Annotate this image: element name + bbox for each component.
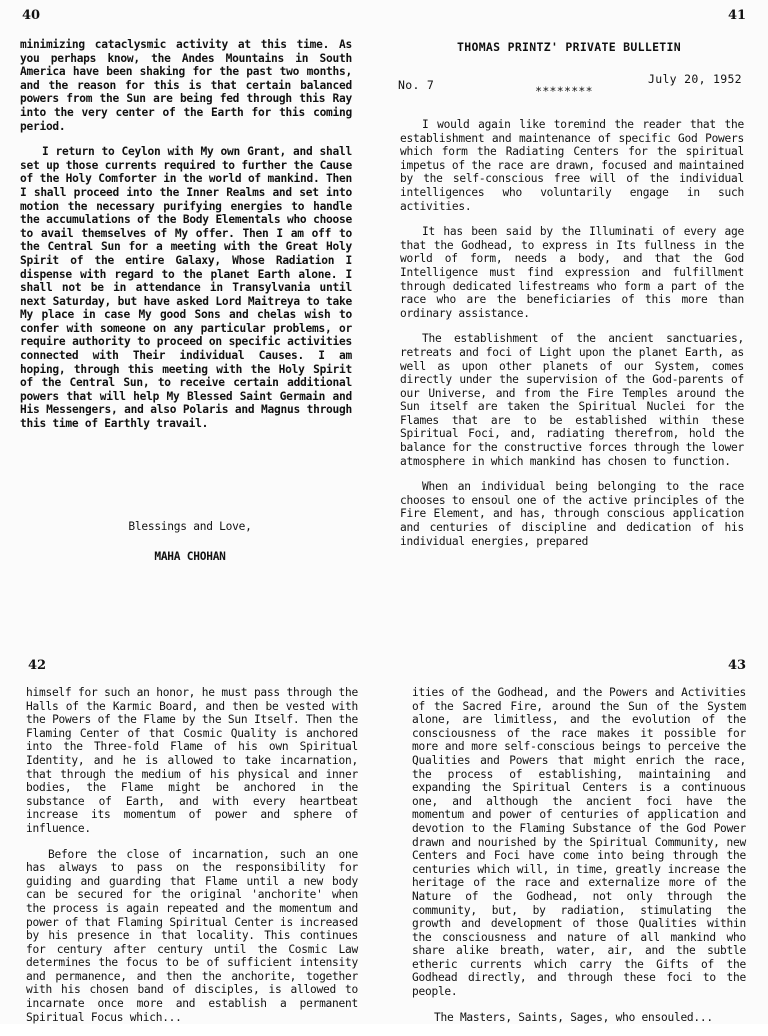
page-43-body — [412, 686, 746, 1036]
paragraph: It has been said by the Illuminati of every age that the Godhead, to express in Its fullness in the world of form, needs a body, and that the God Intelligence must find expression and fulfillment through dedicated lifestreams who form a part of the race who are the beneficiaries of this more than ordinary assistance. — [400, 225, 744, 320]
page-number: 41 — [728, 8, 747, 23]
page-41-body — [400, 118, 744, 560]
page-number: 43 — [728, 658, 747, 673]
paragraph: himself for such an honor, he must pass through the Halls of the Karmic Board, and then be vested with the Powers of the Flame by the Sun Itself. Then the Flaming Center of that Cosmic Quality is anchored into the Three-fold Flame of his own Spiritual Identity, and he is allowed to take incarnation, that through the medium of his physical and inner bodies, the Flame might be anchored in the substance of Earth, and with every heartbeat increase its momentum of power and sphere of influence. — [26, 686, 358, 835]
page-41 — [384, 0, 768, 640]
bulletin-title: THOMAS PRINTZ' PRIVATE BULLETIN — [457, 40, 681, 54]
paragraph: Before the close of incarnation, such an one has always to pass on the responsibility for guiding and guarding that Flame until a new body can be secured for the original 'anchorite' when the process is again repeated and the momentum and power of that Flaming Spiritual Center is increased by his presence in that locality. This continues for century after century until the Cosmic Law determines the focus to be of sufficient intensity and permanence, and then the anchorite, together with his chosen band of disciples, is allowed to incarnate once more and establish a permanent Spiritual Focus which... — [26, 847, 358, 1024]
page-42-body — [26, 686, 358, 1036]
paragraph: I return to Ceylon with My own Grant, and shall set up those currents required to further the Cause of the Holy Comforter in the world of mankind. Then I shall proceed into the Inner Realms and set into motion the necessary purifying energies to handle the accumulations of the Body Elementals who choose to avail themselves of My offer. Then I am off to the Central Sun for a meeting with the Great Holy Spirit of the entire Galaxy, Whose Radiation I dispense with regard to the planet Earth alone. I shall not be in attendance in Transylvania until next Saturday, but have asked Lord Maitreya to take My place in case My good Sons and chelas wish to confer with someone on any particular problems, or require authority to proceed on specific activities connected with Their individual Causes. I am hoping, through this meeting with the Holy Spirit of the Central Sun, to receive certain additional powers that will help My Blessed Saint Germain and His Messengers, and also Polaris and Magnus through this time of Earthly travail. — [20, 145, 352, 431]
paragraph: minimizing cataclysmic activity at this time. As you perhaps know, the Andes Mountains in South America have been shaking for the past two months, and the reason for this is that certain balanced powers from the Sun are being fed through this Ray into the very center of the Earth for this coming period. — [20, 38, 352, 133]
bulletin-date: July 20, 1952 — [648, 72, 742, 86]
paragraph: When an individual being belonging to the race chooses to ensoul one of the active principles of the Fire Element, and has, through conscious application and centuries of discipline and dedication of his individual energies, prepared — [400, 480, 744, 548]
page-40 — [0, 0, 384, 640]
paragraph: The establishment of the ancient sanctuaries, retreats and foci of Light upon the planet Earth, as well as upon other planets of our System, comes directly under the supervision of the God-parents of our Universe, and from the Fire Temples around the Sun itself are taken the Spiritual Nuclei for the Flames that are to be established within these Spiritual Foci, and, radiating therefrom, hold the balance for the constructive forces through the lower atmosphere in which mankind has chosen to function. — [400, 332, 744, 468]
paragraph: The Masters, Saints, Sages, who ensouled... — [434, 1010, 713, 1024]
page-40-body — [20, 38, 352, 443]
paragraph: I would again like toremind the reader that the establishment and maintenance of specific God Powers which form the Radiating Centers for the spiritual impetus of the race are drawn, focused and maintained by the self-conscious free will of the individual intelligences who voluntarily engage in such activities. — [400, 118, 744, 213]
separator: ******** — [535, 84, 593, 98]
page-number: 42 — [28, 658, 47, 673]
issue-number: No. 7 — [398, 78, 435, 92]
closing-text: Blessings and Love, — [128, 520, 252, 533]
signature: MAHA CHOHAN — [154, 550, 226, 563]
paragraph: ities of the Godhead, and the Powers and Activities of the Sacred Fire, around the Sun of the System alone, are limitless, and the evolution of the consciousness of the race makes it possible for more and more self-conscious beings to perceive the Qualities and Powers that might enrich the race, the process of establishing, maintaining and expanding the Spiritual Centers is a continuous one, and although the ancient foci have the momentum and power of centuries of application and devotion to the Flaming Substance of the God Power drawn and nourished by the Spiritual Community, new Centers and Foci have come into being through the centuries which will, in time, greatly increase the heritage of the race and externalize more of the Nature of the Godhead, not only through the community, but, by radiation, stimulating the growth and development of those Qualities within the consciousness and nature of all mankind who share alike breath, water, air, and the subtle etheric currents which carry the Gifts of the Godhead directly, and through these foci to the people. — [412, 686, 746, 999]
page-number: 40 — [22, 8, 41, 23]
page-42 — [0, 640, 384, 1024]
page-43 — [384, 640, 768, 1024]
